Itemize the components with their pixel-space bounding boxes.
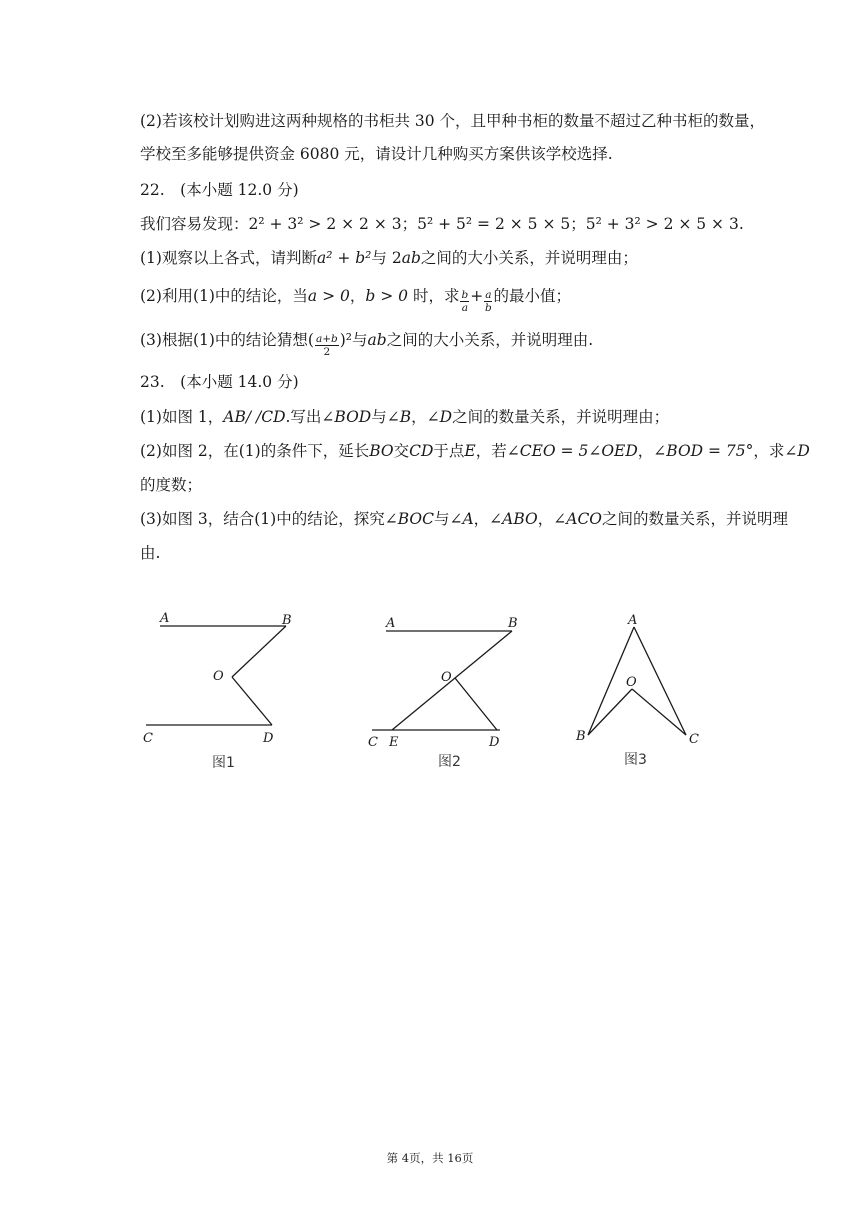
q22-p2-cond2: b > 0 [365,287,409,305]
fig2-caption: 图2 [438,754,461,770]
q22-p2-cond1: a > 0 [307,287,350,305]
q22-p3-ab: ab [367,331,387,349]
q23-p1-text-b: .写出∠ [285,408,335,426]
q22-eq3: 5² + 3² > 2 × 5 × 3. [585,215,744,233]
fig3-line-ac [634,627,686,735]
page-footer: 第 4页，共 16页 [386,1151,474,1165]
q22-p2-text-c: 的最小值； [493,287,571,305]
fig1-label-o: O [213,669,224,684]
figure-3 [588,627,686,735]
fig2-label-c: C [368,735,378,750]
fig3-label-a: A [628,613,638,628]
q23-p3-boc: BOC [397,510,434,528]
fig1-label-a: A [160,611,170,626]
q23-p3-aco: ACO [566,510,603,528]
fraction-a-over-b: $\frac{a}{b}$ [484,289,492,314]
fig1-line-bo [232,626,286,677]
q22-p1-text-a: (1)观察以上各式，请判断 [140,249,317,267]
q22-p3-text-c: 之间的大小关系，并说明理由. [386,331,594,349]
q23-p1-D: D [439,408,453,426]
q23-p3-text-b: 与∠ [433,510,463,528]
q23-part1 [140,407,669,427]
fraction-denominator: 2 [323,346,331,358]
q22-p2-text-b: 时，求 [408,287,460,305]
q23-p1-text-e: 之间的数量关系，并说明理由； [452,408,670,426]
fig1-line-od [232,677,272,725]
q23-p1-text-d: ，∠ [411,408,440,426]
q23-p1-parallel: AB/ /CD [223,408,286,426]
fig2-label-a: A [386,616,396,631]
fig3-line-bo [588,689,632,735]
geometry-figures [0,600,860,780]
q23-p2-ceo: CEO = 5∠OED [519,442,638,460]
q23-p3-abo: ABO [502,510,538,528]
q22-intro-prefix: 我们容易发现： [140,215,249,233]
q23-p1-text-c: 与∠ [371,408,400,426]
q23-part2-line1 [140,441,810,461]
fig1-label-c: C [143,731,153,746]
q22-eq1: 2² + 3² > 2 × 2 × 3； [248,215,418,233]
q22-p2-text-a: (2)利用(1)中的结论，当 [140,287,308,305]
fig3-label-c: C [689,732,699,747]
q23-part2-line2: 的度数； [140,476,203,494]
q23-p2-bod: BOD = 75° [666,442,754,460]
fraction-a-plus-b-over-2 [315,333,339,358]
q23-p3-text-e: 之间的数量关系，并说明理 [602,510,789,528]
q22-p1-ab: ab [401,249,421,267]
fraction-b-over-a: $\frac{b}{a}$ [461,289,469,314]
q23-p3-text-a: (3)如图 3，结合(1)中的结论，探究∠ [140,510,398,528]
fig2-label-b: B [508,616,518,631]
fig3-line-oc [632,689,686,735]
q23-p2-text-c: 于点 [433,442,465,460]
q23-p3-A: A [462,510,474,528]
q22-part3 [140,330,593,358]
q22-p2-sep: ， [349,287,366,305]
q21-part2-line2: 学校至多能够提供资金 6080 元，请设计几种购买方案供该学校选择. [140,145,613,163]
fig1-caption: 图1 [212,755,235,771]
fig2-line-od [455,678,497,730]
q23-header: 23. (本小题 14.0 分) [140,373,299,391]
q23-p1-bod: BOD [334,408,372,426]
fig2-label-o: O [441,670,452,685]
q23-p3-text-d: ，∠ [537,510,567,528]
fig2-label-d: D [489,735,500,750]
q23-p2-D: D [797,442,810,460]
q23-p3-text-c: ，∠ [473,510,503,528]
q22-part2: (2)利用(1)中的结论，当a > 0，b > 0 时，求 $\frac{b}{a}$ + $\frac{a}{b}$ 的最小值； [140,287,571,314]
q22-eq2: 5² + 5² = 2 × 5 × 5； [417,215,586,233]
q23-p1-B: B [399,408,412,426]
q22-header: 22. (本小题 12.0 分) [140,181,299,199]
fraction-numerator: a+b [315,333,338,345]
q22-p3-text-a: (3)根据(1)中的结论猜想( [140,331,314,349]
q23-part3-line1 [140,509,788,529]
fig3-caption: 图3 [624,752,647,768]
q23-p2-text-a: (2)如图 2，在(1)的条件下，延长 [140,442,370,460]
q23-p2-text-b: 交 [393,442,410,460]
q23-part3-line2: 由. [140,544,161,562]
fig2-label-e: E [389,735,399,750]
q23-p2-text-f: ，求∠ [753,442,798,460]
q22-intro [140,214,744,234]
q22-p1-expr: a² + b² [316,249,372,267]
q22-part1 [140,248,638,268]
q21-part2-line1: (2)若该校计划购进这两种规格的书柜共 30 个，且甲种书柜的数量不超过乙种书柜的数量， [140,112,766,130]
q22-p3-text-b: )²与 [339,331,368,349]
fig2-line-be [392,631,512,730]
fig1-label-d: D [263,731,274,746]
q23-p1-text-a: (1)如图 1， [140,408,224,426]
fig1-label-b: B [282,613,292,628]
fig3-label-o: O [626,675,637,690]
q23-p2-CD: CD [409,442,434,460]
q23-p2-E: E [464,442,476,460]
q23-p2-text-e: ，∠ [637,442,667,460]
q23-p2-text-d: ，若∠ [475,442,520,460]
q23-p2-BO: BO [369,442,394,460]
q22-p1-text-b: 与 2 [371,249,402,267]
q22-p1-text-c: 之间的大小关系，并说明理由； [420,249,638,267]
fig3-label-b: B [576,729,586,744]
